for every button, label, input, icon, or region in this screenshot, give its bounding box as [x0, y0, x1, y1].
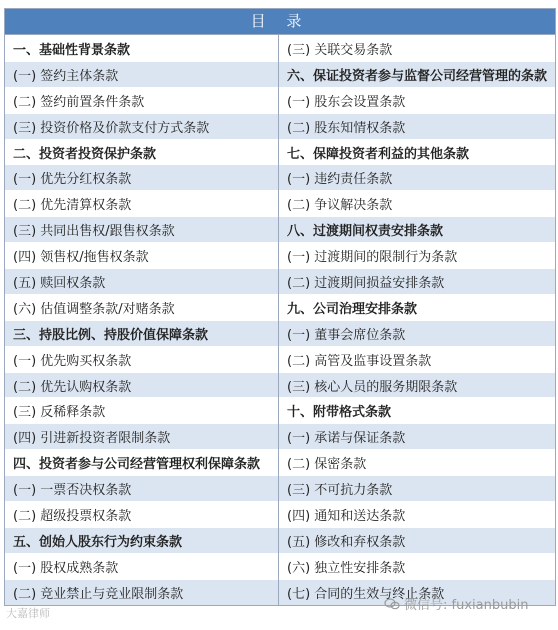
toc-row: [5, 294, 555, 320]
toc-row: [5, 139, 555, 165]
toc-item: (一) 董事会席位条款: [279, 320, 556, 346]
toc-item: (二) 争议解决条款: [279, 191, 556, 217]
toc-item: (二) 过渡期间损益安排条款: [279, 269, 556, 295]
toc-item: (一) 违约责任条款: [279, 165, 556, 191]
toc-row: [5, 398, 555, 424]
watermark-right-text: 微信号: fuxianbubin: [404, 598, 529, 613]
toc-item: (四) 通知和送达条款: [279, 502, 556, 528]
toc-item: (五) 修改和弃权条款: [279, 527, 556, 553]
toc-item: (四) 引进新投资者限制条款: [5, 424, 279, 450]
toc-section-heading: 二、投资者投资保护条款: [5, 139, 279, 165]
toc-row: [5, 87, 555, 113]
toc-row: [5, 61, 555, 87]
toc-row: [5, 372, 555, 398]
toc-item: (二) 优先清算权条款: [5, 191, 279, 217]
toc-item: (一) 股东会设置条款: [279, 87, 556, 113]
toc-section-heading: 五、创始人股东行为约束条款: [5, 527, 279, 553]
toc-item: (二) 签约前置条件条款: [5, 87, 279, 113]
toc-item: (二) 保密条款: [279, 450, 556, 476]
toc-row: [5, 36, 555, 62]
watermark-left: 大嘉律师: [6, 607, 50, 620]
toc-row: [5, 320, 555, 346]
toc-item: (二) 超级投票权条款: [5, 502, 279, 528]
toc-item: (一) 股权成熟条款: [5, 553, 279, 579]
toc-section-heading: 十、附带格式条款: [279, 398, 556, 424]
toc-row: [5, 476, 555, 502]
toc-item: (三) 共同出售权/跟售权条款: [5, 217, 279, 243]
wechat-icon: [384, 598, 400, 610]
toc-grid: [5, 35, 555, 605]
toc-section-heading: 七、保障投资者利益的其他条款: [279, 139, 556, 165]
toc-row: [5, 165, 555, 191]
toc-row: [5, 346, 555, 372]
toc-item: (四) 领售权/拖售权条款: [5, 243, 279, 269]
toc-section-heading: 八、过渡期间权责安排条款: [279, 217, 556, 243]
toc-row: [5, 502, 555, 528]
toc-section-heading: 四、投资者参与公司经营管理权利保障条款: [5, 450, 279, 476]
toc-item: (一) 优先购买权条款: [5, 346, 279, 372]
toc-item: (五) 赎回权条款: [5, 269, 279, 295]
toc-row: [5, 527, 555, 553]
toc-item: (七) 合同的生效与终止条款: [279, 579, 556, 604]
toc-item: (二) 竞业禁止与竞业限制条款: [5, 579, 279, 604]
toc-item: (一) 签约主体条款: [5, 61, 279, 87]
toc-item: (二) 高管及监事设置条款: [279, 346, 556, 372]
toc-section-heading: 九、公司治理安排条款: [279, 294, 556, 320]
toc-item: (三) 不可抗力条款: [279, 476, 556, 502]
toc-row: [5, 113, 555, 139]
toc-row: [5, 217, 555, 243]
toc-table: [4, 8, 556, 606]
toc-item: (一) 一票否决权条款: [5, 476, 279, 502]
toc-item: (三) 投资价格及价款支付方式条款: [5, 113, 279, 139]
toc-row: [5, 424, 555, 450]
toc-item: (二) 优先认购权条款: [5, 372, 279, 398]
toc-section-heading: 三、持股比例、持股价值保障条款: [5, 320, 279, 346]
toc-row: [5, 553, 555, 579]
toc-section-heading: 六、保证投资者参与监督公司经营管理的条款: [279, 61, 556, 87]
toc-title: 目 录: [5, 9, 555, 35]
toc-row: [5, 450, 555, 476]
toc-item: (一) 优先分红权条款: [5, 165, 279, 191]
toc-row: [5, 243, 555, 269]
toc-item: (三) 核心人员的服务期限条款: [279, 372, 556, 398]
toc-item: (一) 承诺与保证条款: [279, 424, 556, 450]
toc-row: [5, 269, 555, 295]
toc-section-heading: 一、基础性背景条款: [5, 36, 279, 62]
toc-item: (六) 独立性安排条款: [279, 553, 556, 579]
toc-item: (二) 股东知情权条款: [279, 113, 556, 139]
toc-item: (三) 反稀释条款: [5, 398, 279, 424]
watermark-right: [384, 594, 528, 613]
toc-item: (三) 关联交易条款: [279, 36, 556, 62]
toc-item: (一) 过渡期间的限制行为条款: [279, 243, 556, 269]
toc-item: (六) 估值调整条款/对赌条款: [5, 294, 279, 320]
toc-row: [5, 191, 555, 217]
